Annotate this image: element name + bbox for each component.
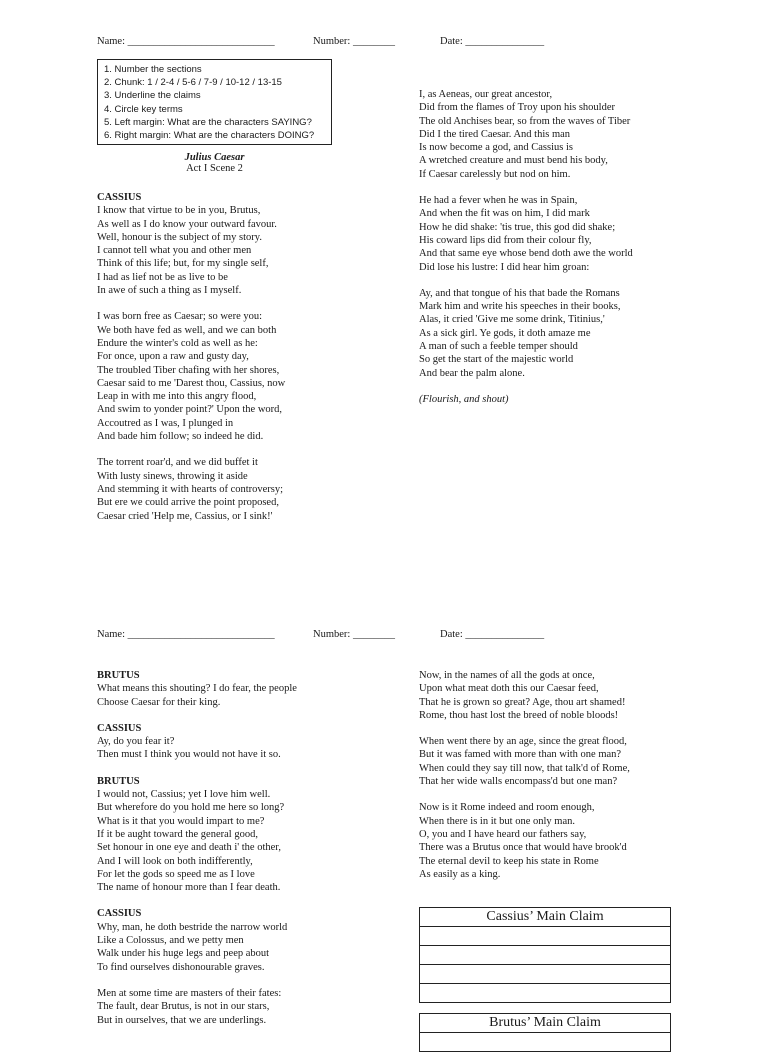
verse-line: And swim to yonder point?' Upon the word, [97, 404, 283, 416]
verse-line: Alas, it cried 'Give me some drink, Titinius,' [419, 314, 605, 326]
speech [97, 310, 285, 443]
brutus-claim-table [419, 1013, 671, 1052]
verse-line: That her wide walls encompass'd but one man? [419, 776, 618, 788]
verse-line: The torrent roar'd, and we did buffet it [97, 457, 258, 469]
speech [97, 722, 297, 762]
instruction-item: 5. Left margin: What are the characters SAYING? [104, 116, 312, 128]
speaker-name: CASSIUS [97, 722, 142, 734]
verse-line: Men at some time are masters of their fates: [97, 987, 282, 999]
speech [419, 88, 633, 181]
verse-line: With lusty sinews, throwing it aside [97, 470, 248, 482]
verse-line: Think of this life; but, for my single self, [97, 258, 269, 270]
verse-line: Set honour in one eye and death i' the other, [97, 842, 282, 854]
verse-line: Did I the tired Caesar. And this man [419, 128, 571, 140]
speech [419, 194, 633, 274]
verse-line: I would not, Cassius; yet I love him well. [97, 789, 271, 801]
verse-line: Ay, do you fear it? [97, 736, 175, 748]
speaker-name: BRUTUS [97, 775, 140, 787]
verse-line: The troubled Tiber chafing with her shores, [97, 364, 280, 376]
instruction-item: 2. Chunk: 1 / 2-4 / 5-6 / 7-9 / 10-12 / 13-15 [104, 77, 282, 89]
speech [97, 907, 297, 973]
claim-write-line[interactable] [420, 946, 670, 965]
verse-line: Walk under his huge legs and peep about [97, 948, 270, 960]
verse-line: And that same eye whose bend doth awe the world [419, 248, 633, 260]
verse-line: Caesar said to me 'Darest thou, Cassius, now [97, 377, 286, 389]
verse-line: Now, in the names of all the gods at once, [419, 670, 595, 681]
verse-line: We both have fed as well, and we can both [97, 324, 277, 336]
verse-line: That he is grown so great? Age, thou art shamed! [419, 696, 626, 708]
verse-line: What means this shouting? I do fear, the people [97, 683, 297, 695]
date-field-label: Date: _______________ [440, 36, 545, 47]
verse-line: As easily as a king. [419, 868, 501, 880]
verse-line: What is it that you would impart to me? [97, 815, 265, 827]
verse-line: I cannot tell what you and other men [97, 245, 252, 257]
verse-line: I was born free as Caesar; so were you: [97, 311, 263, 323]
speech [419, 669, 630, 722]
speech [419, 801, 630, 881]
play-scene: Act I Scene 2 [186, 163, 243, 174]
instruction-item: 3. Underline the claims [104, 90, 201, 102]
verse-line: He had a fever when he was in Spain, [419, 195, 578, 207]
verse-line: O, you and I have heard our fathers say, [419, 828, 587, 840]
play-title-block [97, 152, 332, 174]
number-field-label: Number: ________ [313, 36, 395, 47]
verse-line: A man of such a feeble temper should [419, 341, 578, 353]
speech [97, 669, 297, 709]
verse-line: Then must I think you would not have it so. [97, 749, 281, 761]
verse-line: Accoutred as I was, I plunged in [97, 417, 234, 429]
verse-line: And I will look on both indifferently, [97, 855, 253, 867]
verse-line: I, as Aeneas, our great ancestor, [419, 89, 553, 100]
verse-line: There was a Brutus once that would have brook'd [419, 842, 627, 854]
speech [97, 987, 297, 1027]
verse-line: When there is in it but one only man. [419, 815, 576, 827]
speaker-name: BRUTUS [97, 670, 140, 681]
speech [419, 735, 630, 788]
verse-line: In awe of such a thing as I myself. [97, 285, 242, 297]
verse-line: Endure the winter's cold as well as he: [97, 337, 258, 349]
speech [97, 456, 285, 522]
page2-right-column [419, 669, 630, 881]
verse-line: Is now become a god, and Cassius is [419, 142, 573, 154]
cassius-claim-table [419, 907, 671, 1003]
claim-write-line[interactable] [420, 927, 670, 946]
verse-line: The fault, dear Brutus, is not in our stars, [97, 1001, 270, 1013]
verse-line: And bear the palm alone. [419, 367, 525, 379]
verse-line: For let the gods so speed me as I love [97, 868, 255, 880]
verse-line: To find ourselves dishonourable graves. [97, 961, 265, 973]
verse-line: And when the fit was on him, I did mark [419, 208, 590, 220]
verse-line: Well, honour is the subject of my story. [97, 231, 262, 243]
play-title: Julius Caesar [184, 152, 245, 163]
instruction-item: 1. Number the sections [104, 64, 202, 75]
verse-line: Caesar cried 'Help me, Cassius, or I sink!' [97, 510, 273, 522]
verse-line: I know that virtue to be in you, Brutus, [97, 205, 261, 217]
verse-line: But it was famed with more than with one man? [419, 749, 622, 761]
number-field-label: Number: ________ [313, 629, 395, 640]
brutus-claim-title: Brutus’ Main Claim [420, 1014, 670, 1033]
instructions-box [97, 59, 332, 145]
verse-line: The name of honour more than I fear death. [97, 882, 281, 894]
page1-left-column [97, 191, 285, 523]
verse-line: His coward lips did from their colour fly, [419, 234, 592, 246]
speaker-name: CASSIUS [97, 192, 142, 203]
instruction-item: 6. Right margin: What are the characters DOING? [104, 130, 315, 142]
verse-line: The old Anchises bear, so from the waves of Tiber [419, 115, 631, 127]
verse-line: Ay, and that tongue of his that bade the Romans [419, 287, 620, 299]
speaker-name: CASSIUS [97, 908, 142, 920]
verse-line: For once, upon a raw and gusty day, [97, 351, 249, 363]
verse-line: Like a Colossus, and we petty men [97, 935, 244, 947]
stage-direction: (Flourish, and shout) [419, 393, 509, 405]
speech [97, 191, 285, 297]
verse-line: Did from the flames of Troy upon his shoulder [419, 102, 615, 114]
verse-line: And stemming it with hearts of controversy; [97, 483, 284, 495]
verse-line: But wherefore do you hold me here so long? [97, 802, 285, 814]
verse-line: A wretched creature and must bend his body, [419, 155, 608, 167]
claim-write-line[interactable] [420, 1033, 670, 1051]
speech [419, 287, 633, 380]
claim-write-line[interactable] [420, 965, 670, 984]
verse-line: So get the start of the majestic world [419, 354, 574, 366]
verse-line: Why, man, he doth bestride the narrow world [97, 921, 288, 933]
verse-line: Upon what meat doth this our Caesar feed, [419, 683, 599, 695]
verse-line: Leap in with me into this angry flood, [97, 391, 257, 403]
date-field-label: Date: _______________ [440, 629, 545, 640]
verse-line: But ere we could arrive the point proposed, [97, 497, 279, 509]
verse-line: As a sick girl. Ye gods, it doth amaze me [419, 327, 591, 339]
verse-line: When could they say till now, that talk'd of Rome, [419, 762, 630, 774]
verse-line: If Caesar carelessly but nod on him. [419, 168, 571, 180]
verse-line: As well as I do know your outward favour. [97, 218, 277, 230]
cassius-claim-title: Cassius’ Main Claim [420, 908, 670, 927]
verse-line: Did lose his lustre: I did hear him groan: [419, 261, 590, 273]
verse-line: And bade him follow; so indeed he did. [97, 431, 264, 443]
page2-left-column [97, 669, 297, 1027]
verse-line: Choose Caesar for their king. [97, 696, 221, 708]
verse-line: Now is it Rome indeed and room enough, [419, 802, 595, 814]
verse-line: If it be aught toward the general good, [97, 828, 258, 840]
verse-line: When went there by an age, since the great flood, [419, 736, 627, 748]
speech [97, 775, 297, 895]
verse-line: I had as lief not be as live to be [97, 271, 228, 283]
verse-line: But in ourselves, that we are underlings. [97, 1014, 267, 1026]
instruction-item: 4. Circle key terms [104, 103, 183, 115]
page1-right-column [419, 88, 633, 406]
verse-line: How he did shake: 'tis true, this god did shake; [419, 221, 616, 233]
verse-line: Mark him and write his speeches in their books, [419, 301, 621, 313]
verse-line: Rome, thou hast lost the breed of noble bloods! [419, 709, 619, 721]
name-field-label: Name: ____________________________ [97, 629, 275, 640]
claim-write-line[interactable] [420, 984, 670, 1002]
verse-line: The eternal devil to keep his state in Rome [419, 855, 599, 867]
name-field-label: Name: ____________________________ [97, 36, 275, 47]
